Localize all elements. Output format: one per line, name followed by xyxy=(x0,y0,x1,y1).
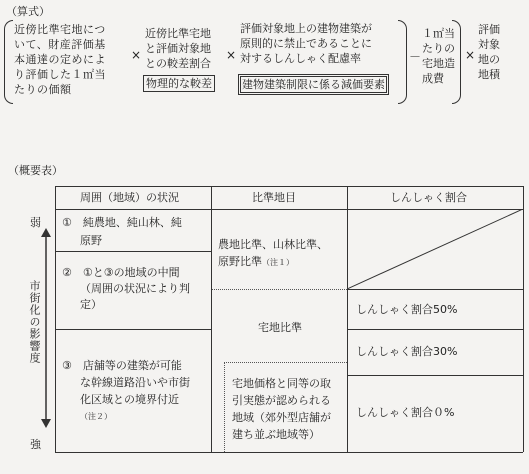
rate-divider-1 xyxy=(347,289,523,290)
situation-row-2: ② ①と③の地域の中間 （周囲の状況により判 定） xyxy=(62,266,190,311)
formula-term-land-area: 評価 対象 地の 地積 xyxy=(478,23,500,81)
category-residential: 宅地比準 xyxy=(258,321,302,334)
header-consideration-rate: しんしゃく割合 xyxy=(390,191,467,204)
minus-operator: － xyxy=(409,50,422,64)
category-farm-forest-field: 農地比準、山林比準、 原野比準（注１） xyxy=(218,238,328,268)
header-situation: 周囲（地域）の状況 xyxy=(80,191,179,204)
situation-row-1: ① 純農地、純山林、純 原野 xyxy=(62,216,182,247)
rate-divider-2 xyxy=(347,329,523,330)
col-divider-1 xyxy=(211,186,212,452)
times-operator-2: × xyxy=(226,48,237,62)
row1-bottom-border xyxy=(55,251,211,252)
formula-close-bracket-outer xyxy=(452,20,461,104)
commercial-box-left xyxy=(224,362,225,452)
axis-strong-label: 強 xyxy=(30,438,41,451)
axis-double-arrow-icon xyxy=(40,228,52,428)
table-top-border xyxy=(55,186,523,187)
times-operator-3: × xyxy=(465,48,476,62)
formula-term-development-cost: １㎡当 たりの 宅地造 成費 xyxy=(422,27,455,85)
formula-term-difference-ratio: 近傍比準宅地 と評価対象地 との較差割合 xyxy=(145,27,211,70)
axis-urbanization-label: 市街化の影響度 xyxy=(28,280,41,364)
table-right-border xyxy=(523,186,524,452)
rate-0-percent: しんしゃく割合０% xyxy=(356,406,455,419)
rate-divider-3 xyxy=(347,375,523,376)
formula-close-bracket xyxy=(398,20,407,104)
table-left-border xyxy=(55,186,56,452)
building-restriction-box: 建物建築制限に係る減価要素 xyxy=(238,74,389,95)
formula-open-bracket xyxy=(4,20,13,104)
formula-heading: （算式） xyxy=(6,5,50,18)
formula-term-base-price: 近傍比準宅地につ いて、財産評価基 本通達の定めによ り評価した１㎡当 たりの価額 xyxy=(14,23,106,96)
header-land-category: 比準地目 xyxy=(252,191,296,204)
row2-bottom-border xyxy=(55,329,211,330)
physical-difference-box: 物理的な較差 xyxy=(143,75,215,92)
summary-heading: （概要表） xyxy=(8,164,63,177)
formula-term-consideration-rate: 評価対象地上の建物建築が 原則的に禁止であることに 対するしんしゃく配慮率 xyxy=(240,22,372,65)
table-bottom-border xyxy=(55,452,523,453)
farm-residential-divider xyxy=(211,289,347,290)
rate-50-percent: しんしゃく割合50% xyxy=(356,303,458,316)
category-commercial-area: 宅地価格と同等の取 引実態が認められる 地域（郊外型店舗が 建ち並ぶ地域等） xyxy=(232,377,331,441)
situation-row-3: ③ 店舗等の建築が可能 な幹線道路沿いや市街 化区域との境界付近 （注２） xyxy=(62,359,190,421)
rate-30-percent: しんしゃく割合30% xyxy=(356,345,458,358)
times-operator-1: × xyxy=(131,48,142,62)
commercial-box-top xyxy=(224,362,347,363)
not-applicable-diagonal xyxy=(347,209,523,289)
axis-weak-label: 弱 xyxy=(30,216,41,229)
